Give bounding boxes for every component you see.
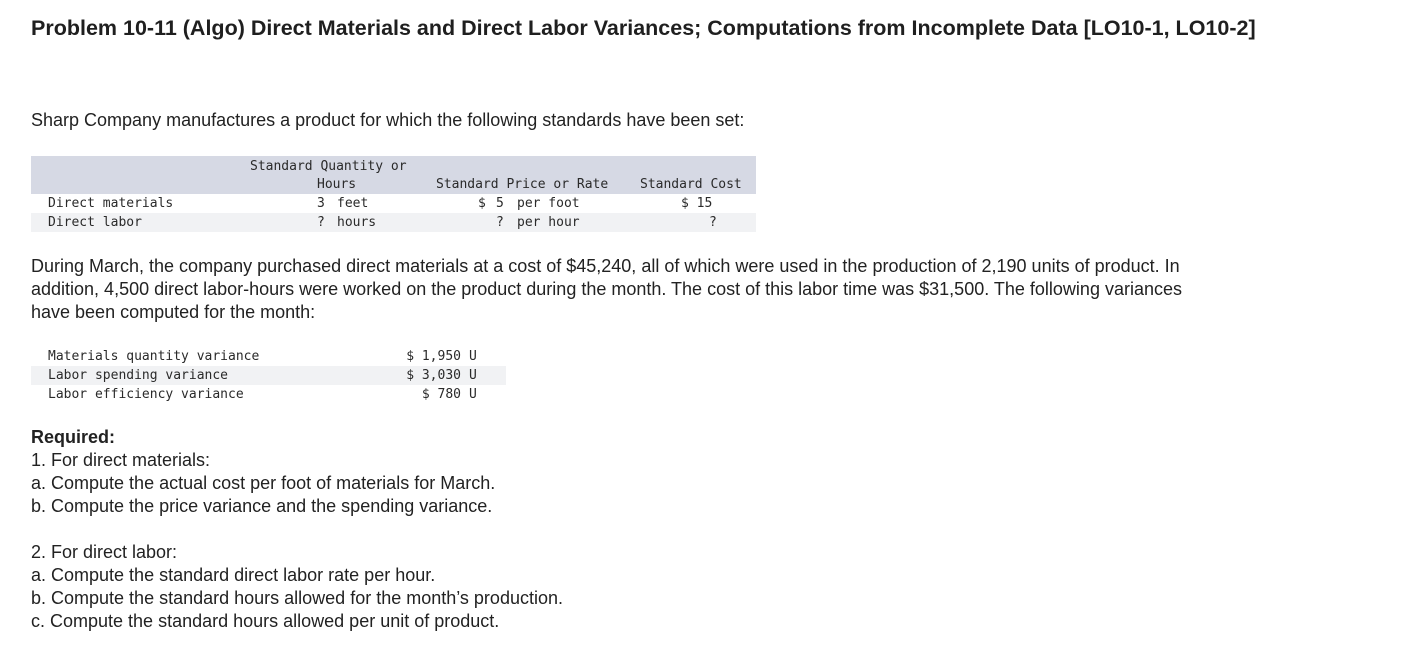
variance-flag: U (469, 387, 477, 402)
header-price: Standard Price or Rate (436, 177, 609, 192)
variance-flag: U (469, 368, 477, 383)
row-materials-quantity: 3 (317, 196, 325, 211)
required-part2-item: c. Compute the standard hours allowed per unit of product. (31, 611, 500, 631)
row-materials-quantity-unit: feet (337, 196, 369, 211)
variance-amount: $ 3,030 (406, 368, 461, 383)
row-materials-price-unit: per foot (517, 196, 580, 211)
required-part2-title: 2. For direct labor: (31, 542, 178, 562)
row-labor-cost: ? (709, 215, 717, 230)
variance-amount: $ 780 (421, 387, 461, 402)
header-cost: Standard Cost (640, 177, 742, 192)
row-labor-label: Direct labor (48, 215, 142, 230)
variance-label: Materials quantity variance (48, 349, 260, 364)
required-part1-item: a. Compute the actual cost per foot of materials for March. (31, 473, 496, 493)
row-labor-price: ? (496, 215, 504, 230)
variance-label: Labor spending variance (48, 368, 229, 383)
required-part2-item: a. Compute the standard direct labor rate per hour. (31, 565, 436, 585)
required-part1-title: 1. For direct materials: (31, 450, 211, 470)
header-quantity-line2: Hours (317, 177, 357, 192)
header-quantity-line1: Standard Quantity or (250, 159, 407, 174)
row-materials-label: Direct materials (48, 196, 174, 211)
variance-flag: U (469, 349, 477, 364)
intro-text: Sharp Company manufactures a product for which the following standards have been set: (31, 110, 745, 130)
variances-table (31, 347, 506, 404)
variance-amount: $ 1,950 (406, 349, 461, 364)
row-labor-quantity: ? (317, 215, 325, 230)
row-materials-price-symbol: $ (478, 196, 486, 211)
problem-title: Problem 10-11 (Algo) Direct Materials and Direct Labor Variances; Computations from Incomplete Data [LO10-1, LO10-2] (31, 16, 1256, 40)
required-part2-item: b. Compute the standard hours allowed for the month’s production. (31, 588, 563, 608)
row-materials-price: 5 (496, 196, 504, 211)
required-heading: Required: (31, 427, 116, 447)
row-labor-quantity-unit: hours (337, 215, 377, 230)
variance-label: Labor efficiency variance (48, 387, 244, 402)
required-part1-item: b. Compute the price variance and the spending variance. (31, 496, 493, 516)
standards-table (31, 156, 756, 232)
march-paragraph: During March, the company purchased direct materials at a cost of $45,240, all of which were used in the production of 2,190 units of product. In addition, 4,500 direct labor-hours were worked on the product during the month. The cost of this labor time was $31,500. The following variances have been computed for the month: (31, 256, 1182, 322)
row-materials-cost: $ 15 (681, 196, 713, 211)
row-labor-price-unit: per hour (517, 215, 580, 230)
